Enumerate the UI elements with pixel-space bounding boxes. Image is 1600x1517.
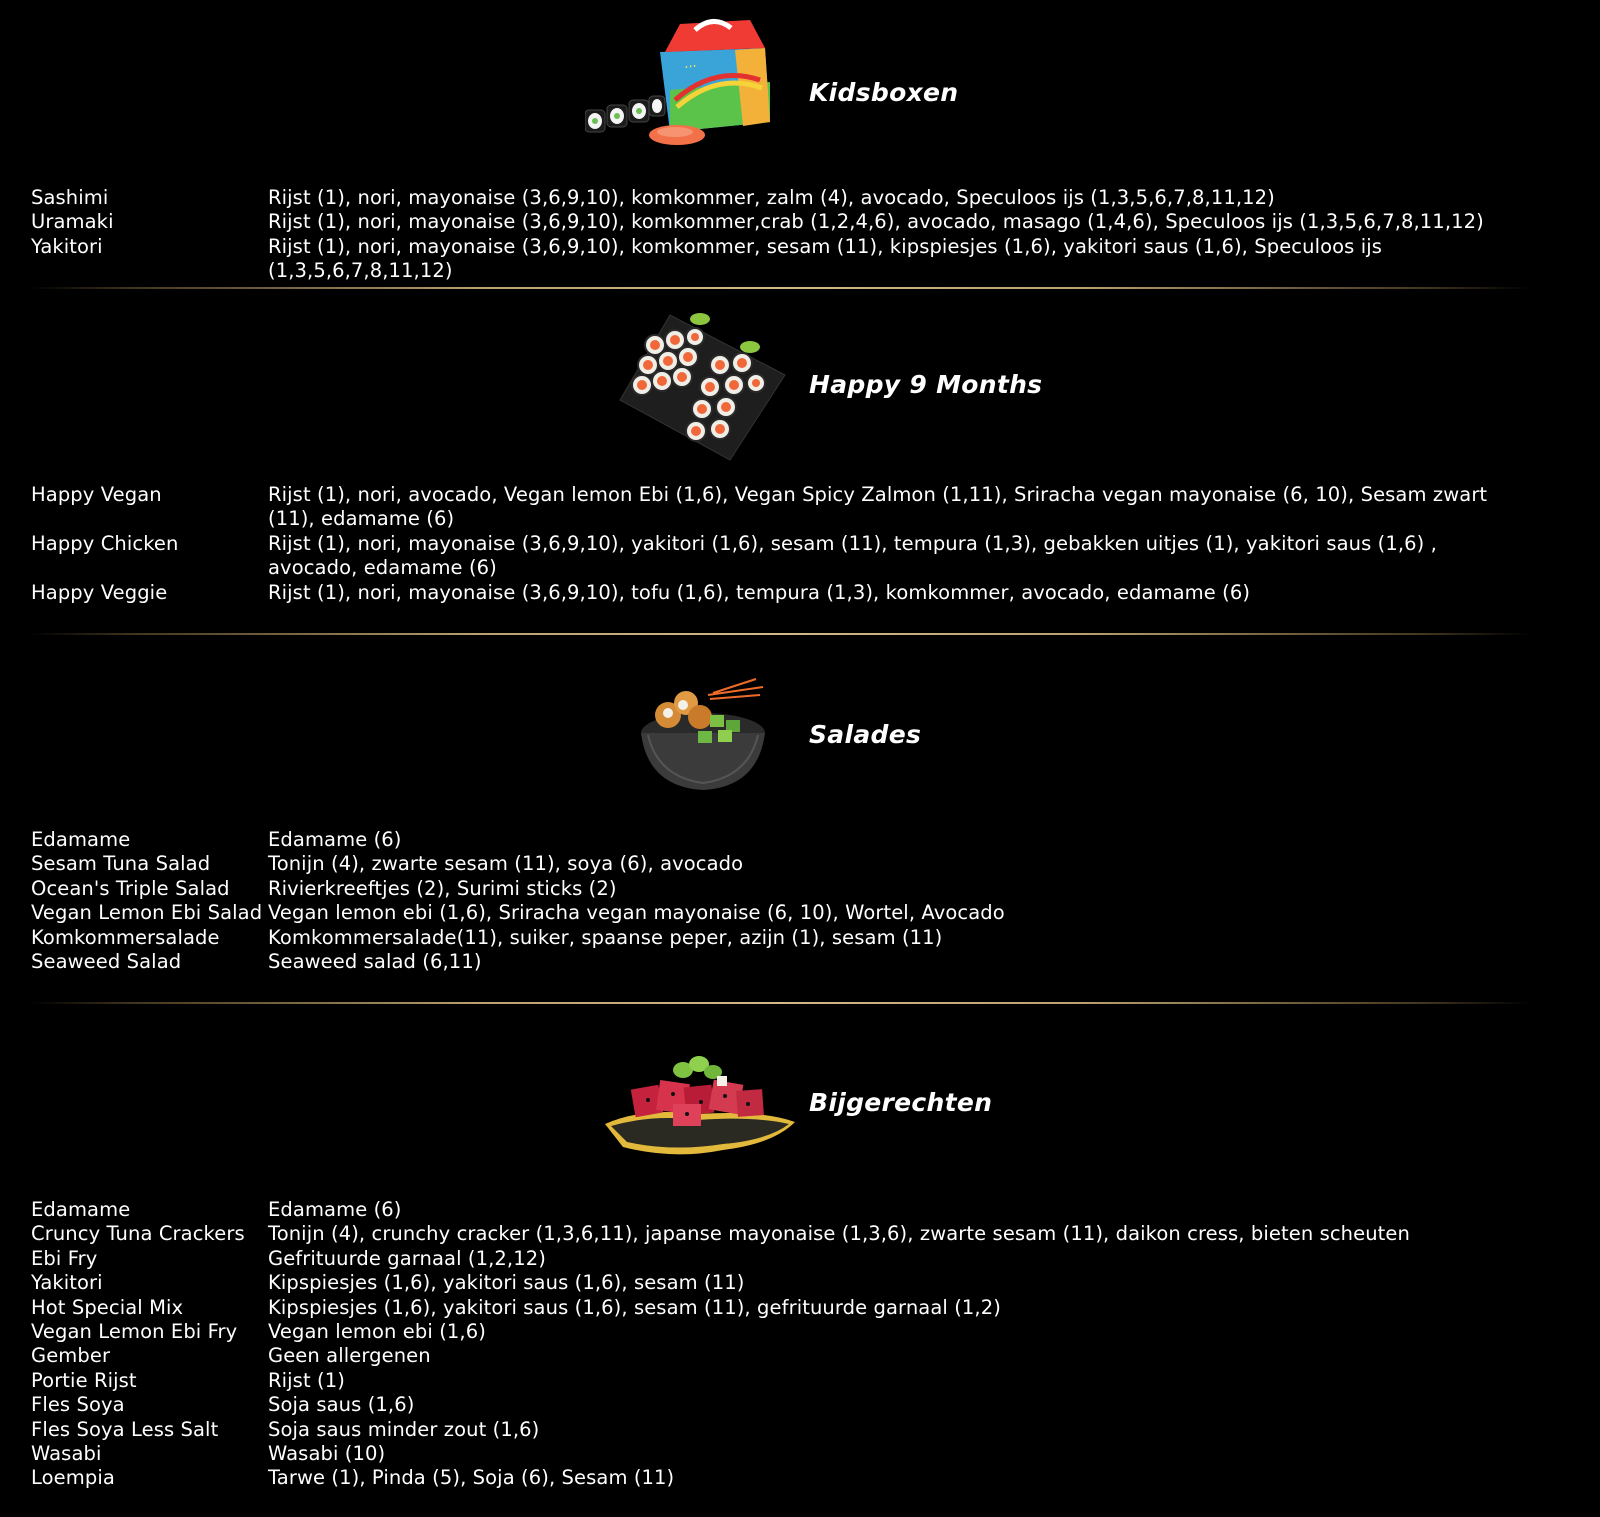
item-name: Sesam Tuna Salad — [31, 852, 211, 876]
item-allergens: Komkommersalade(11), suiker, spaanse peper, azijn (1), sesam (11) — [268, 925, 943, 949]
item-name: Uramaki — [31, 210, 114, 234]
svg-text:...: ... — [683, 55, 698, 72]
tuna-crackers-image — [603, 1052, 798, 1167]
item-name: Happy Vegan — [31, 483, 162, 506]
section-divider — [30, 633, 1530, 635]
item-allergens: Rijst (1), nori, mayonaise (3,6,9,10), tofu (1,6), tempura (1,3), komkommer, avocado, edamame (6) — [268, 580, 1251, 604]
table-row — [31, 1369, 1531, 1393]
item-allergens: Kipspiesjes (1,6), yakitori saus (1,6), sesam (11), gefrituurde garnaal (1,2) — [268, 1295, 1001, 1319]
menu-table-kidsboxen — [31, 186, 1531, 284]
section-title: Kidsboxen — [809, 78, 959, 107]
table-row — [31, 1393, 1531, 1417]
item-allergens: Tonijn (4), zwarte sesam (11), soya (6), avocado — [268, 852, 744, 876]
item-name: Vegan Lemon Ebi Fry — [31, 1320, 238, 1344]
item-allergens: Rivierkreeftjes (2), Surimi sticks (2) — [268, 876, 617, 900]
salad-bowl-image — [638, 665, 778, 795]
item-allergens: Vegan lemon ebi (1,6) — [268, 1320, 486, 1344]
item-name: Hot Special Mix — [31, 1295, 184, 1319]
kids-box-sushi-image — [585, 10, 785, 160]
section-header-happy-9-months — [0, 300, 1600, 470]
item-name: Edamame — [31, 828, 131, 851]
table-row — [31, 1442, 1531, 1466]
item-allergens: Rijst (1), nori, mayonaise (3,6,9,10), komkommer,crab (1,2,4,6), avocado, masago (1,4,6), Speculoos ijs (1,3,5,6,7,8,11,12) — [268, 210, 1484, 234]
item-name: Yakitori — [31, 1271, 103, 1295]
table-row — [31, 532, 1531, 581]
item-allergens: Soja saus minder zout (1,6) — [268, 1417, 540, 1441]
sushi-rolls-platter-image — [610, 305, 790, 465]
table-row — [31, 1466, 1531, 1490]
item-name: Seaweed Salad — [31, 950, 182, 974]
item-name: Gember — [31, 1344, 111, 1368]
table-row — [31, 1418, 1531, 1442]
table-row — [31, 901, 1531, 925]
item-allergens: Rijst (1), nori, mayonaise (3,6,9,10), komkommer, zalm (4), avocado, Speculoos ijs (1,3,5,6,7,8,11,12) — [268, 186, 1275, 209]
section-divider — [30, 1002, 1530, 1004]
item-allergens: Seaweed salad (6,11) — [268, 950, 482, 974]
table-row — [31, 1198, 1531, 1222]
item-name: Fles Soya — [31, 1393, 125, 1417]
item-allergens: Rijst (1), nori, mayonaise (3,6,9,10), komkommer, sesam (11), kipspiesjes (1,6), yakitori saus (1,6), Speculoos ijs (1,3,5,6,7,8,11,12) — [268, 234, 1383, 283]
item-name: Komkommersalade — [31, 925, 220, 949]
item-allergens: Edamame (6) — [268, 828, 402, 851]
item-name: Loempia — [31, 1466, 115, 1490]
table-row — [31, 1222, 1531, 1246]
section-header-salades — [0, 660, 1600, 800]
item-allergens: Edamame (6) — [268, 1198, 402, 1221]
table-row — [31, 877, 1531, 901]
table-row — [31, 1247, 1531, 1271]
item-allergens: Wasabi (10) — [268, 1442, 386, 1466]
item-name: Ocean's Triple Salad — [31, 876, 230, 900]
table-row — [31, 1344, 1531, 1368]
item-allergens: Rijst (1), nori, avocado, Vegan lemon Ebi (1,6), Vegan Spicy Zalmon (1,11), Sriracha vegan mayonaise (6, 10), Sesam zwart (11), edamame (6) — [268, 483, 1488, 531]
table-row — [31, 483, 1531, 532]
table-row — [31, 852, 1531, 876]
section-header-bijgerechten — [0, 1040, 1600, 1170]
table-row — [31, 235, 1531, 284]
menu-table-salades — [31, 828, 1531, 974]
item-allergens: Tonijn (4), crunchy cracker (1,3,6,11), japanse mayonaise (1,3,6), zwarte sesam (11), daikon cress, bieten scheuten — [268, 1222, 1410, 1246]
item-name: Fles Soya Less Salt — [31, 1417, 219, 1441]
table-row — [31, 1320, 1531, 1344]
item-name: Portie Rijst — [31, 1368, 137, 1392]
table-row — [31, 581, 1531, 605]
table-row — [31, 1271, 1531, 1295]
item-name: Wasabi — [31, 1442, 102, 1466]
section-title: Happy 9 Months — [809, 370, 1043, 399]
item-allergens: Kipspiesjes (1,6), yakitori saus (1,6), sesam (11) — [268, 1271, 745, 1295]
item-name: Edamame — [31, 1198, 131, 1221]
section-divider — [30, 287, 1530, 289]
item-name: Cruncy Tuna Crackers — [31, 1222, 245, 1246]
item-name: Yakitori — [31, 234, 103, 258]
item-name: Ebi Fry — [31, 1246, 98, 1270]
item-allergens: Geen allergenen — [268, 1344, 431, 1368]
item-name: Happy Veggie — [31, 580, 168, 604]
item-allergens: Rijst (1) — [268, 1368, 345, 1392]
item-name: Happy Chicken — [31, 531, 179, 555]
item-name: Vegan Lemon Ebi Salad — [31, 901, 263, 925]
item-allergens: Vegan lemon ebi (1,6), Sriracha vegan mayonaise (6, 10), Wortel, Avocado — [268, 901, 1005, 925]
section-title: Bijgerechten — [809, 1088, 993, 1117]
item-allergens: Rijst (1), nori, mayonaise (3,6,9,10), yakitori (1,6), sesam (11), tempura (1,3), gebakken uitjes (1), yakitori saus (1,6) , avocado, edamame (6) — [268, 531, 1437, 580]
table-row — [31, 828, 1531, 852]
menu-table-bijgerechten — [31, 1198, 1531, 1491]
table-row — [31, 926, 1531, 950]
item-allergens: Tarwe (1), Pinda (5), Soja (6), Sesam (11) — [268, 1466, 675, 1490]
table-row — [31, 1296, 1531, 1320]
table-row — [31, 950, 1531, 974]
table-row — [31, 186, 1531, 210]
section-title: Salades — [809, 720, 922, 749]
item-name: Sashimi — [31, 186, 109, 209]
item-allergens: Soja saus (1,6) — [268, 1393, 415, 1417]
table-row — [31, 210, 1531, 234]
item-allergens: Gefrituurde garnaal (1,2,12) — [268, 1246, 546, 1270]
section-header-kidsboxen — [0, 0, 1600, 170]
menu-table-happy-9-months — [31, 483, 1531, 605]
